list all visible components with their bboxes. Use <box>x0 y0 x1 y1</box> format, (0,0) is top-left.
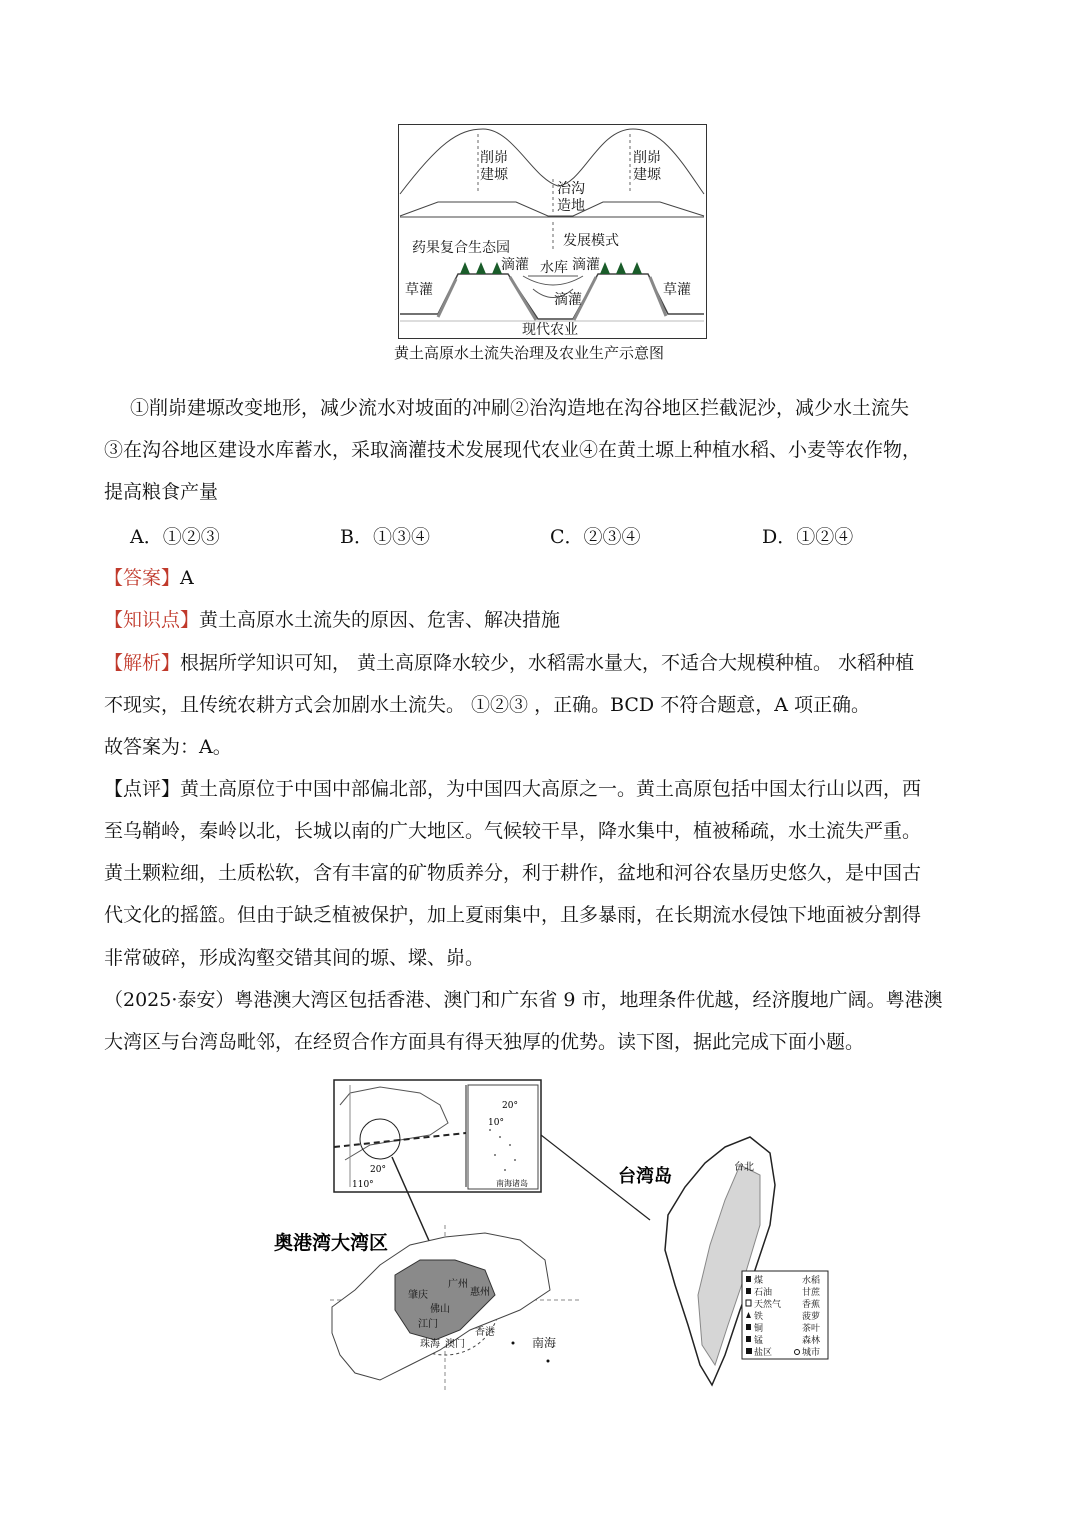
scs-lon-label: 10° <box>488 1118 504 1128</box>
answer-value: A <box>180 567 194 589</box>
legend-right-6: 城市 <box>802 1348 821 1358</box>
legend-left-4: 铜 <box>754 1324 764 1334</box>
legend-left-2: 天然气 <box>754 1300 782 1310</box>
legend-left-3: 铁 <box>754 1312 764 1322</box>
label-cut-mound-left-1: 削峁 <box>480 150 508 166</box>
gba-sea: 南海 <box>532 1336 557 1350</box>
statement-line-1: ①削峁建塬改变地形，减少流水对坡面的冲刷②治沟造地在沟谷地区拦截泥沙，减少水土流失 <box>130 397 910 419</box>
knowledge-tag: 【知识点】 <box>104 609 200 631</box>
loess-plateau-diagram <box>398 124 708 340</box>
label-dev-mode: 发展模式 <box>563 233 619 249</box>
gba-city-7: 澳门 <box>445 1339 465 1350</box>
analysis-line-1 <box>104 648 984 678</box>
gba-city-5: 香港 <box>475 1327 495 1338</box>
label-grass-right: 草灌 <box>663 282 691 298</box>
gba-title: 奥港湾大湾区 <box>274 1232 389 1254</box>
gba-city-3: 佛山 <box>430 1304 450 1315</box>
label-cut-mound-left-2: 建塬 <box>480 167 508 183</box>
legend-right-5: 森林 <box>802 1336 821 1346</box>
label-reservoir: 水库 <box>540 260 568 276</box>
comment-line-3: 黄土颗粒细，土质松软，含有丰富的矿物质养分，利于耕作，盆地和河谷农垦历史悠久，是中国古 <box>104 862 922 884</box>
statement-line-2: ③在沟谷地区建设水库蓄水，采取滴灌技术发展现代农业④在黄土塬上种植水稻、小麦等农作物， <box>104 439 922 461</box>
gba-city-4: 江门 <box>418 1319 438 1330</box>
scs-label: 南海诸岛 <box>496 1179 528 1188</box>
comment-line-5: 非常破碎，形成沟壑交错其间的塬、墚、峁。 <box>104 947 485 969</box>
label-drip-right: 滴灌 <box>572 257 600 273</box>
scs-lat-label: 20° <box>502 1101 518 1111</box>
legend-right-4: 茶叶 <box>802 1324 821 1334</box>
taipei-label: 台北 <box>734 1162 754 1173</box>
label-drip-bottom: 滴灌 <box>554 292 582 308</box>
legend-right-2: 香蕉 <box>802 1300 821 1310</box>
legend-left-1: 石油 <box>754 1288 773 1298</box>
q2-intro-line-1: （2025·泰安）粤港澳大湾区包括香港、澳门和广东省 9 市，地理条件优越，经济腹地广阔。粤港澳 <box>104 989 943 1011</box>
analysis-tag: 【解析】 <box>104 652 181 674</box>
taiwan-title: 台湾岛 <box>618 1166 672 1187</box>
comment-line-1 <box>104 774 984 804</box>
knowledge-value: 黄土高原水土流失的原因、危害、解决措施 <box>199 609 561 631</box>
option-c[interactable]: C．②③④ <box>550 526 641 548</box>
analysis-line-2: 不现实，且传统农耕方式会加剧水土流失。 ①②③ ，正确。BCD 不符合题意，A 项正确。 <box>104 694 870 716</box>
label-cut-mound-right-2: 建塬 <box>633 167 661 183</box>
statement-line-3: 提高粮食产量 <box>104 481 219 503</box>
comment-line-4: 代文化的摇篮。但由于缺乏植被保护，加上夏雨集中，且多暴雨，在长期流水侵蚀下地面被分割得 <box>104 904 922 926</box>
q2-intro-line-2: 大湾区与台湾岛毗邻，在经贸合作方面具有得天独厚的优势。读下图，据此完成下面小题。 <box>104 1031 865 1053</box>
legend-left-0: 煤 <box>754 1276 764 1286</box>
gba-city-6: 珠海 <box>420 1339 440 1350</box>
answer-tag: 【答案】 <box>104 567 181 589</box>
gba-city-1: 广州 <box>448 1279 468 1290</box>
label-gully-1: 治沟 <box>557 181 585 197</box>
gba-city-2: 惠州 <box>470 1287 490 1298</box>
inset-lon-label: 110° <box>352 1180 374 1190</box>
knowledge-line <box>104 605 984 635</box>
gba-taiwan-map <box>270 1075 835 1395</box>
figure1-caption: 黄土高原水土流失治理及农业生产示意图 <box>394 344 665 362</box>
analysis-text-1: 根据所学知识可知， 黄土高原降水较少，水稻需水量大，不适合大规模种植。 水稻种植 <box>180 652 915 674</box>
analysis-line-3: 故答案为：A。 <box>104 736 232 758</box>
option-a[interactable]: A．①②③ <box>130 526 220 548</box>
label-modern-ag: 现代农业 <box>522 322 578 338</box>
comment-text-1: 黄土高原位于中国中部偏北部，为中国四大高原之一。黄土高原包括中国太行山以西，西 <box>180 778 922 800</box>
comment-line-2: 至乌鞘岭，秦岭以北，长城以南的广大地区。气候较干旱，降水集中，植被稀疏，水土流失严重。 <box>104 820 922 842</box>
legend-right-1: 甘蔗 <box>802 1288 821 1298</box>
label-drip-left: 滴灌 <box>501 257 529 273</box>
answer-line <box>104 563 984 593</box>
option-b[interactable]: B．①③④ <box>340 526 430 548</box>
gba-city-0: 肇庆 <box>408 1290 428 1301</box>
label-gully-2: 造地 <box>557 198 585 214</box>
legend-left-6: 盐区 <box>754 1348 773 1358</box>
legend-left-5: 锰 <box>754 1336 764 1346</box>
legend-right-0: 水稻 <box>802 1276 821 1286</box>
legend-right-3: 菠萝 <box>802 1312 821 1322</box>
label-eco-park: 药果复合生态园 <box>412 240 510 256</box>
label-cut-mound-right-1: 削峁 <box>633 150 661 166</box>
inset-lat-label: 20° <box>370 1165 386 1175</box>
comment-tag: 【点评】 <box>104 778 181 800</box>
option-d[interactable]: D．①②④ <box>762 526 854 548</box>
label-grass-left: 草灌 <box>405 282 433 298</box>
